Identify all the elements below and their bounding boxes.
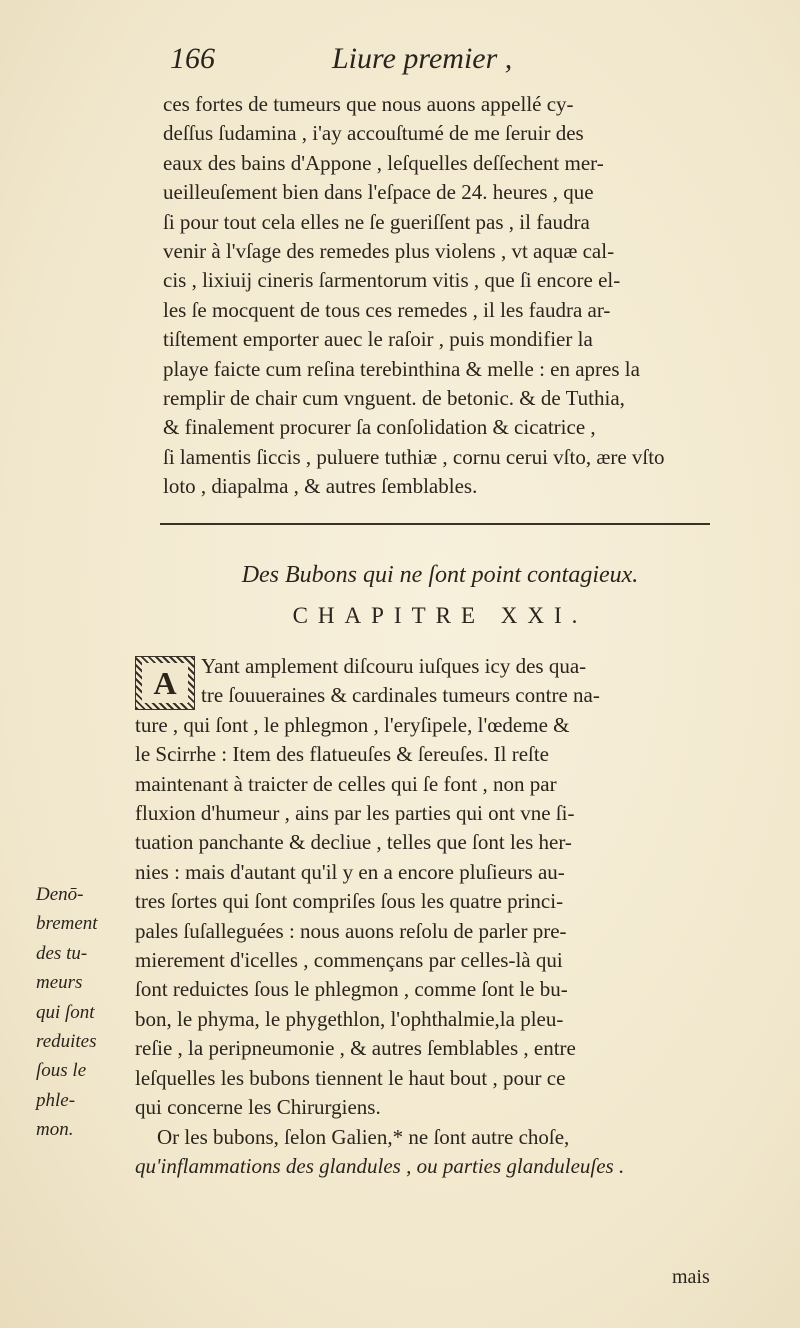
margin-note-line: reduites	[36, 1031, 97, 1053]
dropcap-letter: A	[142, 663, 188, 703]
text-line: cis , lixiuij cineris ſarmentorum vitis , que ſi encore el-	[163, 268, 621, 293]
chapter-title: Des Bubons qui ne ſont point contagieux.	[241, 562, 639, 588]
margin-note	[36, 880, 130, 1145]
section-divider	[160, 523, 710, 525]
text-line: qu'inflammations des glandules , ou parties glanduleuſes .	[135, 1153, 625, 1178]
text-line: & finalement procurer ſa conſolidation & cicatrice ,	[163, 415, 596, 440]
text-line: remplir de chair cum vnguent. de betonic. & de Tuthia,	[163, 386, 625, 411]
text-line: ſont reduictes ſous le phlegmon , comme ſont le bu-	[135, 977, 568, 1002]
paragraph-continued	[163, 90, 743, 502]
text-line: loto , diapalma , & autres ſemblables.	[163, 474, 478, 499]
text-line: maintenant à traicter de celles qui ſe font , non par	[135, 771, 557, 796]
text-line: mierement d'icelles , commençans par celles-là qui	[135, 948, 563, 973]
text-line: deſſus ſudamina , i'ay accouſtumé de me ſeruir des	[163, 121, 584, 146]
text-line: Or les bubons, ſelon Galien,* ne ſont autre choſe,	[157, 1124, 570, 1149]
text-line: bon, le phyma, le phygethlon, l'ophthalmie,la pleu-	[135, 1006, 564, 1031]
margin-note-line: brement	[36, 913, 98, 935]
margin-note-line: ſous le	[36, 1060, 87, 1082]
chapter-heading: CHAPITRE XXI.	[292, 603, 588, 628]
text-line: playe faicte cum reſina terebinthina & melle : en apres la	[163, 356, 640, 381]
margin-note-line: mon.	[36, 1119, 74, 1141]
text-line: eaux des bains d'Appone , leſquelles deſſechent mer-	[163, 150, 604, 175]
text-line: venir à l'vſage des remedes plus violens , vt aquæ cal-	[163, 239, 615, 264]
text-line: qui concerne les Chirurgiens.	[135, 1095, 381, 1120]
text-line: les ſe mocquent de tous ces remedes , il les faudra ar-	[163, 297, 611, 322]
dropcap-initial	[135, 656, 195, 710]
page-header	[160, 42, 580, 82]
text-line: ueilleuſement bien dans l'eſpace de 24. heures , que	[163, 180, 594, 205]
text-line: ſi lamentis ſiccis , puluere tuthiæ , cornu cerui vſto, ære vſto	[163, 444, 665, 469]
margin-note-line: des tu-	[36, 942, 88, 964]
text-line: tre ſouueraines & cardinales tumeurs contre na-	[201, 683, 600, 708]
text-line: ces fortes de tumeurs que nous auons appellé cy-	[163, 92, 574, 116]
text-line: fluxion d'humeur , ains par les parties qui ont vne ſi-	[135, 801, 575, 826]
text-line: ture , qui ſont , le phlegmon , l'eryſipele, l'œdeme &	[135, 712, 570, 737]
page-number: 166	[170, 42, 215, 75]
text-line: reſie , la peripneumonie , & autres ſemblables , entre	[135, 1036, 576, 1061]
text-line: pales ſuſalleguées : nous auons reſolu de parler pre-	[135, 918, 567, 943]
margin-note-line: meurs	[36, 972, 83, 994]
margin-note-line: phle-	[36, 1089, 76, 1111]
catchword: mais	[672, 1266, 710, 1288]
text-line: tres ſortes qui ſont compriſes ſous les quatre princi-	[135, 889, 564, 914]
text-line: tuation panchante & decliue , telles que ſont les her-	[135, 830, 572, 855]
margin-note-line: Denō-	[36, 884, 84, 905]
chapter-body	[135, 652, 740, 1181]
text-line: leſquelles les bubons tiennent le haut bout , pour ce	[135, 1065, 566, 1090]
text-line: le Scirrhe : Item des flatueuſes & ſereuſes. Il reſte	[135, 742, 550, 767]
running-head: Liure premier ,	[332, 42, 513, 75]
text-line: Yant amplement diſcouru iuſques icy des qua-	[201, 654, 587, 678]
margin-note-line: qui ſont	[36, 1001, 95, 1023]
text-line: ſi pour tout cela elles ne ſe gueriſſent pas , il faudra	[163, 209, 590, 234]
text-line: tiſtement emporter auec le raſoir , puis mondifier la	[163, 327, 593, 352]
text-line: nies : mais d'autant qu'il y en a encore pluſieurs au-	[135, 859, 565, 884]
